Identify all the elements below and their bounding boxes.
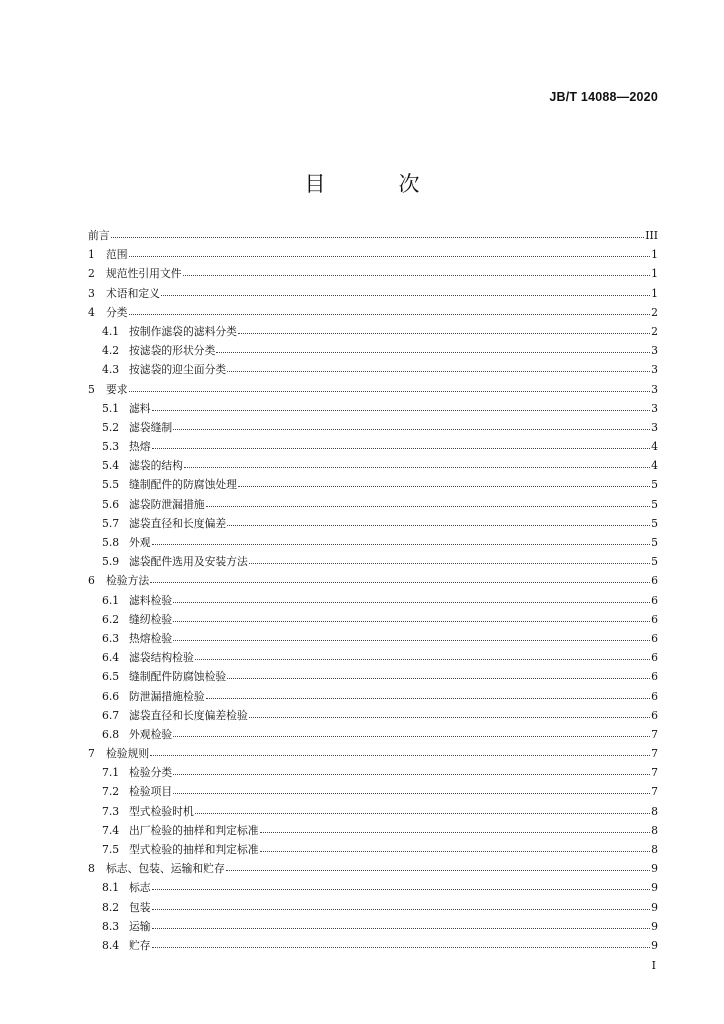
toc-entry-title: 外观	[129, 536, 151, 549]
toc-entry-page: 3	[651, 401, 658, 415]
toc-entry-title: 按制作滤袋的滤料分类	[129, 324, 237, 338]
toc-entry-number: 6.1	[102, 593, 120, 607]
toc-entry-page: 6	[651, 670, 658, 684]
toc-entry-title: 检验分类	[129, 766, 173, 780]
toc-entry-page: 3	[651, 363, 658, 377]
toc-entry-number: 6	[88, 574, 95, 588]
toc-entry-page: 6	[651, 631, 658, 645]
page-number: I	[651, 959, 656, 972]
standard-code: JB/T 14088—2020	[549, 90, 658, 104]
toc-entry[interactable]	[88, 763, 658, 782]
toc-entry-title: 滤袋结构检验	[129, 651, 194, 665]
toc-entry-title: 滤袋配件选用及安装方法	[129, 555, 248, 569]
toc-entry-number: 6.2	[102, 612, 120, 626]
toc-entry-number: 5.5	[102, 478, 120, 492]
toc-entry[interactable]	[88, 840, 658, 859]
toc-leader-dots	[129, 313, 651, 315]
toc-entry-page: 9	[651, 919, 658, 933]
toc-entry-number: 8.4	[102, 938, 120, 952]
toc-entry-page: 5	[651, 536, 658, 549]
toc-entry[interactable]	[88, 303, 658, 322]
toc-entry-title: 包装	[129, 900, 151, 914]
toc-leader-dots	[249, 716, 650, 718]
toc-leader-dots	[152, 927, 651, 929]
toc-leader-dots	[227, 370, 650, 372]
toc-entry-title: 按滤袋的形状分类	[129, 344, 216, 358]
toc-entry[interactable]	[88, 399, 658, 418]
toc-entry-number: 8.1	[102, 881, 120, 895]
toc-entry-title: 防泄漏措施检验	[129, 689, 205, 703]
toc-leader-dots	[150, 754, 650, 756]
toc-entry-title: 范围	[106, 248, 128, 262]
toc-entry-title: 型式检验时机	[129, 804, 194, 818]
toc-entry-page: 6	[651, 574, 658, 588]
toc-entry-number: 7.4	[102, 823, 120, 837]
toc-entry-page: 6	[651, 708, 658, 722]
toc-leader-dots	[173, 773, 650, 775]
toc-entry[interactable]	[88, 341, 658, 360]
toc-entry-page: 7	[651, 727, 658, 741]
toc-entry[interactable]	[88, 687, 658, 706]
toc-entry-page: III	[645, 229, 658, 242]
toc-entry-page: 8	[651, 823, 658, 837]
toc-leader-dots	[226, 869, 650, 871]
toc-entry-page: 5	[651, 555, 658, 569]
toc-entry[interactable]	[88, 284, 658, 303]
toc-entry-title: 热熔	[129, 440, 151, 454]
toc-entry-title: 检验项目	[129, 785, 173, 799]
toc-entry-number: 6.8	[102, 727, 120, 741]
toc-leader-dots	[173, 601, 650, 603]
toc-entry[interactable]	[88, 802, 658, 821]
toc-entry-page: 8	[651, 843, 658, 856]
toc-entry-title: 标志、包装、运输和贮存	[106, 862, 225, 876]
toc-entry-title: 滤料检验	[129, 593, 173, 607]
toc-entry-number: 5.6	[102, 497, 120, 511]
toc-leader-dots	[260, 850, 651, 852]
toc-entry[interactable]	[88, 437, 658, 456]
toc-leader-dots	[195, 658, 650, 660]
toc-entry[interactable]	[88, 648, 658, 667]
toc-entry-title: 缝制配件防腐蚀检验	[129, 670, 227, 684]
toc-entry-page: 2	[651, 305, 658, 319]
toc-entry-number: 1	[88, 248, 95, 262]
toc-entry[interactable]	[88, 744, 658, 763]
toc-entry-page: 9	[651, 938, 658, 952]
toc-leader-dots	[152, 447, 651, 449]
toc-entry[interactable]	[88, 936, 658, 955]
toc-entry-page: 9	[651, 900, 658, 914]
toc-entry-page: 9	[651, 881, 658, 895]
toc-entry-title: 滤袋防泄漏措施	[129, 497, 205, 511]
toc-entry-number: 5.8	[102, 536, 120, 549]
toc-entry-title: 缝制配件的防腐蚀处理	[129, 478, 237, 492]
toc-leader-dots	[249, 562, 650, 564]
toc-entry-number: 7.1	[102, 766, 120, 780]
toc-entry[interactable]	[88, 533, 658, 552]
toc-entry-page: 5	[651, 497, 658, 511]
toc-entry-page: 6	[651, 651, 658, 665]
toc-entry-page: 6	[651, 593, 658, 607]
toc-leader-dots	[260, 831, 651, 833]
toc-entry[interactable]	[88, 456, 658, 475]
toc-entry-title: 术语和定义	[106, 286, 160, 300]
toc-entry-number: 6.7	[102, 708, 120, 722]
toc-leader-dots	[195, 812, 650, 814]
toc-entry[interactable]	[88, 226, 658, 245]
toc-entry-number: 7	[88, 747, 95, 761]
toc-leader-dots	[152, 543, 651, 545]
toc-entry-page: 3	[651, 344, 658, 358]
toc-entry-number: 5.3	[102, 440, 120, 454]
toc-leader-dots	[238, 485, 650, 487]
toc-entry-page: 3	[651, 382, 658, 396]
toc-entry-title: 出厂检验的抽样和判定标准	[129, 823, 259, 837]
toc-leader-dots	[150, 581, 650, 583]
toc-entry[interactable]	[88, 514, 658, 533]
toc-entry[interactable]	[88, 475, 658, 494]
toc-entry-number: 5.1	[102, 401, 120, 415]
toc-leader-dots	[173, 639, 650, 641]
toc-entry-number: 5.2	[102, 420, 120, 434]
toc-entry[interactable]	[88, 629, 658, 648]
toc-entry[interactable]	[88, 859, 658, 878]
toc-entry-number: 7.2	[102, 785, 120, 799]
toc-entry-title: 按滤袋的迎尘面分类	[129, 363, 227, 377]
toc-entry[interactable]	[88, 495, 658, 514]
toc-entry-title: 运输	[129, 919, 151, 933]
toc-leader-dots	[206, 697, 651, 699]
toc-leader-dots	[216, 351, 650, 353]
toc-entry[interactable]	[88, 725, 658, 744]
toc-entry-page: 3	[651, 420, 658, 434]
toc-entry-number: 6.4	[102, 651, 120, 665]
toc-entry-title: 滤袋直径和长度偏差检验	[129, 708, 248, 722]
toc-entry-number: 2	[88, 267, 95, 281]
toc-leader-dots	[173, 735, 650, 737]
toc-entry[interactable]	[88, 591, 658, 610]
toc-entry-page: 2	[651, 324, 658, 338]
toc-entry-number: 5.7	[102, 516, 120, 530]
toc-entry-title: 标志	[129, 881, 151, 895]
toc-leader-dots	[173, 428, 650, 430]
toc-entry-number: 5	[88, 382, 95, 396]
toc-entry[interactable]	[88, 878, 658, 897]
toc-entry-title: 型式检验的抽样和判定标准	[129, 843, 259, 856]
toc-entry-page: 4	[651, 440, 658, 454]
toc-entry-number: 5.9	[102, 555, 120, 569]
toc-entry[interactable]	[88, 706, 658, 725]
toc-entry-page: 6	[651, 612, 658, 626]
toc-entry-number: 3	[88, 286, 95, 300]
toc-entry-title: 缝纫检验	[129, 612, 173, 626]
toc-entry[interactable]	[88, 380, 658, 399]
toc-entry[interactable]	[88, 418, 658, 437]
toc-entry-number: 4	[88, 305, 95, 319]
toc-entry-title: 热熔检验	[129, 631, 173, 645]
toc-entry-number: 7.5	[102, 843, 120, 856]
toc-entry-number: 6.3	[102, 631, 120, 645]
toc-leader-dots	[152, 908, 651, 910]
toc-leader-dots	[152, 888, 651, 890]
toc-entry-page: 8	[651, 804, 658, 818]
toc-entry-number: 6.5	[102, 670, 120, 684]
toc-entry[interactable]	[88, 610, 658, 629]
toc-entry-title: 规范性引用文件	[106, 267, 182, 281]
toc-entry-page: 5	[651, 478, 658, 492]
toc-leader-dots	[152, 946, 651, 948]
toc-leader-dots	[227, 524, 650, 526]
toc-entry-page: 9	[651, 862, 658, 876]
toc-entry-title: 贮存	[129, 938, 151, 952]
toc-entry[interactable]	[88, 552, 658, 571]
toc-entry-page: 7	[651, 747, 658, 761]
toc-entry-page: 5	[651, 516, 658, 530]
toc-entry-title: 分类	[106, 305, 128, 319]
toc-entry-page: 4	[651, 459, 658, 473]
toc-entry[interactable]	[88, 245, 658, 264]
toc-leader-dots	[227, 677, 650, 679]
toc-entry-number: 8	[88, 862, 95, 876]
toc-entry[interactable]	[88, 917, 658, 936]
toc-entry-number: 4.3	[102, 363, 120, 377]
toc-entry-number: 8.2	[102, 900, 120, 914]
toc-leader-dots	[173, 792, 650, 794]
toc-entry-page: 7	[651, 785, 658, 799]
toc-entry-title: 要求	[106, 382, 128, 396]
toc-leader-dots	[206, 505, 651, 507]
toc-leader-dots	[129, 255, 651, 257]
page-title: 目 次	[304, 172, 446, 196]
toc-entry-page: 7	[651, 766, 658, 780]
toc-entry-number: 4.1	[102, 324, 120, 338]
toc-entry-title: 滤料	[129, 401, 151, 415]
toc-entry[interactable]	[88, 898, 658, 917]
toc-leader-dots	[238, 332, 650, 334]
toc-entry[interactable]	[88, 821, 658, 840]
toc-entry[interactable]	[88, 360, 658, 379]
toc-entry-number: 8.3	[102, 919, 120, 933]
toc-entry-number: 7.3	[102, 804, 120, 818]
toc-entry-page: 1	[651, 248, 658, 262]
toc-entry-page: 1	[651, 267, 658, 281]
toc-entry[interactable]	[88, 322, 658, 341]
toc-leader-dots	[152, 409, 651, 411]
toc-entry-title: 外观检验	[129, 727, 173, 741]
table-of-contents	[88, 226, 658, 955]
toc-leader-dots	[184, 466, 650, 468]
toc-leader-dots	[173, 620, 650, 622]
toc-entry-title: 滤袋直径和长度偏差	[129, 516, 227, 530]
toc-entry-number: 5.4	[102, 459, 120, 473]
toc-entry-title: 前言	[88, 229, 110, 242]
toc-entry[interactable]	[88, 264, 658, 283]
toc-leader-dots	[161, 294, 650, 296]
toc-entry[interactable]	[88, 571, 658, 590]
toc-entry-title: 滤袋缝制	[129, 420, 173, 434]
toc-entry[interactable]	[88, 667, 658, 686]
toc-leader-dots	[129, 390, 651, 392]
toc-entry-title: 检验方法	[106, 574, 150, 588]
toc-entry[interactable]	[88, 782, 658, 801]
toc-leader-dots	[183, 274, 651, 276]
toc-entry-number: 4.2	[102, 344, 120, 358]
toc-entry-title: 检验规则	[106, 747, 150, 761]
toc-entry-page: 6	[651, 689, 658, 703]
toc-leader-dots	[111, 236, 645, 238]
toc-entry-number: 6.6	[102, 689, 120, 703]
toc-entry-page: 1	[651, 286, 658, 300]
toc-entry-title: 滤袋的结构	[129, 459, 183, 473]
